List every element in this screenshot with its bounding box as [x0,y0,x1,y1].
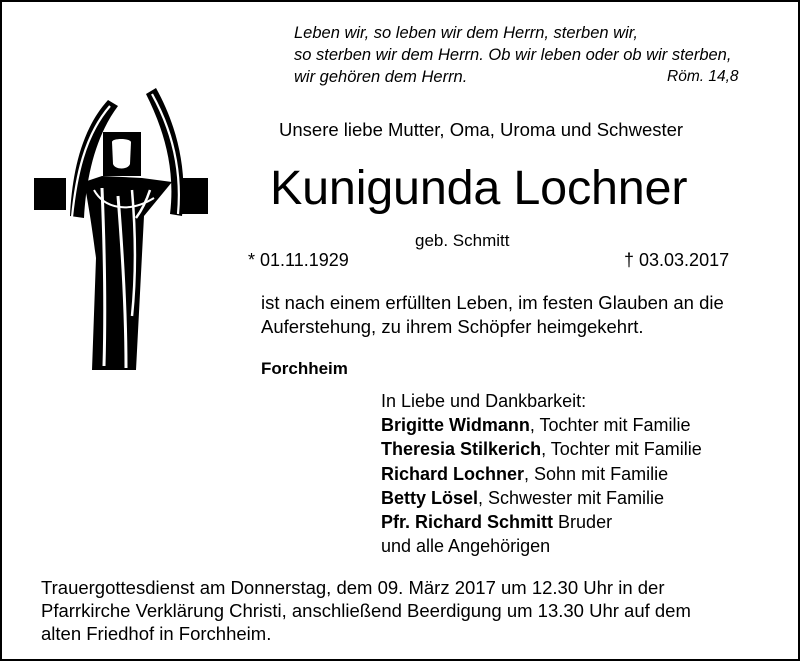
risen-christ-cross-icon [32,86,212,372]
deceased-name: Kunigunda Lochner [270,161,688,215]
quote-line-3: wir gehören dem Herrn. [294,68,468,86]
announcement-line-1: ist nach einem erfüllten Leben, im festen Glauben an die [261,292,724,313]
birth-date: * 01.11.1929 [248,250,349,270]
mourner-relation: , Sohn mit Familie [524,463,669,484]
service-details [41,576,691,645]
mourner-relation: , Schwester mit Familie [478,487,665,508]
quote-reference: Röm. 14,8 [667,68,739,85]
mourners-list [381,389,702,558]
service-line-3: alten Friedhof in Forchheim. [41,623,272,644]
quote-line-2: so sterben wir dem Herrn. Ob wir leben oder ob wir sterben, [294,46,732,64]
bible-quote [294,22,739,88]
service-line-1: Trauergottesdienst am Donnerstag, dem 09. März 2017 um 12.30 Uhr in der [41,577,665,598]
mourner-name: Theresia Stilkerich [381,439,542,460]
mourner-relation: , Tochter mit Familie [541,439,702,460]
mourner-name: Brigitte Widmann [381,415,530,436]
mourner-name: Richard Lochner [381,463,525,484]
place-name: Forchheim [261,359,348,378]
mourners-closing: und alle Angehörigen [381,536,551,557]
mourner-relation: Bruder [553,512,613,533]
announcement-text [261,291,724,339]
quote-line-1: Leben wir, so leben wir dem Herrn, sterben wir, [294,24,638,42]
mourner-entry [381,510,702,534]
mourners-heading: In Liebe und Dankbarkeit: [381,391,587,411]
announcement-line-2: Auferstehung, zu ihrem Schöpfer heimgekehrt. [261,316,644,337]
mourner-entry [381,437,702,461]
service-line-2: Pfarrkirche Verklärung Christi, anschließend Beerdigung um 13.30 Uhr auf dem [41,600,691,621]
mourner-entry [381,486,702,510]
death-date: † 03.03.2017 [624,250,730,270]
mourner-entry [381,462,702,486]
intro-text: Unsere liebe Mutter, Oma, Uroma und Schwester [279,119,684,140]
mourner-name: Pfr. Richard Schmitt [381,512,554,533]
mourner-entry [381,413,702,437]
maiden-name: geb. Schmitt [415,231,510,250]
mourner-relation: , Tochter mit Familie [529,415,691,436]
mourner-name: Betty Lösel [381,487,479,508]
